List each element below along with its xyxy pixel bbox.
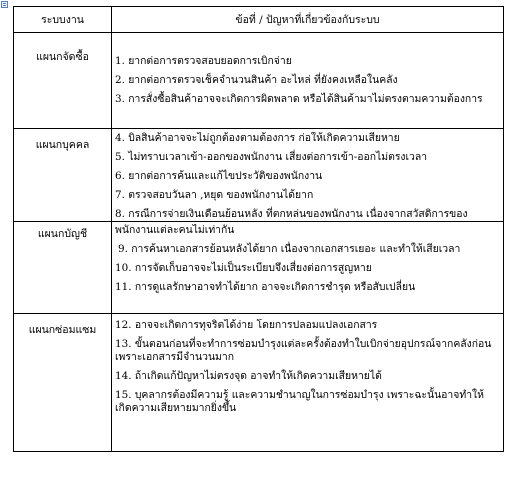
system-name <box>14 129 112 222</box>
issue-item: 13. ขั้นตอนก่อนที่จะทำการซ่อมบำรุงแต่ละครั้งต้องทำใบเบิกจ่ายอุปกรณ์จากคลังก่อน เพราะเอกสารมีจำนวนมาก <box>115 338 492 363</box>
system-label: แผนกซ่อมแซม <box>28 324 97 336</box>
header-issues: ข้อที่ / ปัญหาที่เกี่ยวข้องกับระบบ <box>112 7 504 33</box>
issue-item: 15. บุคลากรต้องมีความรู้ และความชำนาญในการซ่อมบำรุง เพราะฉะนั้นอาจทำให้เกิดความเสียหายมากยิ่งขึ้น <box>115 389 484 414</box>
issue-item: 1. ยากต่อการตรวจสอบยอดการเบิกจ่าย <box>115 55 292 67</box>
issue-item: 9. การค้นหาเอกสารย้อนหลังได้ยาก เนื่องจากเอกสารเยอะ และทำให้เสียเวลา <box>118 243 461 255</box>
issue-item: 14. ถ้าเกิดแก้ปัญหาไม่ตรงจุด อาจทำให้เกิดความเสียหายได้ <box>115 370 382 382</box>
table-row <box>14 129 504 222</box>
table-row <box>14 314 504 452</box>
issue-item: 5. ไม่ทราบเวลาเข้า-ออกของพนักงาน เสี่ยงต่อการเข้า-ออกไม่ตรงเวลา <box>115 151 428 163</box>
issue-item: พนักงานแต่ละคนไม่เท่ากัน <box>115 224 235 236</box>
issue-item: 10. การจัดเก็บอาจจะไม่เป็นระเบียบจึงเสี่ยงต่อการสูญหาย <box>115 262 372 274</box>
table-header-row <box>14 7 504 33</box>
issues-cell <box>112 129 504 222</box>
issue-item: 8. กรณีการจ่ายเงินเดือนย้อนหลัง ที่ตกหล่นของพนักงาน เนื่องจากสวัสดิการของ <box>115 208 468 220</box>
system-name <box>14 222 112 314</box>
issue-item: 4. บิลสินค้าอาจจะไม่ถูกต้องตามต้องการ ก่อให้เกิดความเสียหาย <box>115 132 400 144</box>
table-row <box>14 222 504 314</box>
system-label: แผนกจัดซื้อ <box>36 51 89 63</box>
system-label: แผนกบัญชี <box>37 228 88 240</box>
system-name <box>14 33 112 129</box>
table-row <box>14 33 504 129</box>
issue-item: 2. ยากต่อการตรวจเช็คจำนวนสินค้า อะไหล่ ที่ยังคงเหลือในคลัง <box>115 74 398 86</box>
issues-cell <box>112 33 504 129</box>
issues-cell <box>112 222 504 314</box>
issue-item: 12. อาจจะเกิดการทุจริตได้ง่าย โดยการปลอมแปลงเอกสาร <box>115 319 378 331</box>
header-system: ระบบงาน <box>14 7 112 33</box>
table-move-handle-icon[interactable] <box>1 1 8 8</box>
system-name <box>14 314 112 452</box>
issue-item: 7. ตรวจสอบวันลา ,หยุด ของพนักงานได้ยาก <box>115 189 314 201</box>
issues-cell <box>112 314 504 452</box>
issue-item: 3. การสั่งซื้อสินค้าอาจจะเกิดการผิดพลาด หรือได้สินค้ามาไม่ตรงตามความต้องการ <box>115 93 483 105</box>
issue-item: 11. การดูแลรักษาอาจทำได้ยาก อาจจะเกิดการชำรุด หรือสับเปลี่ยน <box>115 281 416 293</box>
issue-item: 6. ยากต่อการค้นและแก้ไขประวัติของพนักงาน <box>115 170 323 182</box>
issues-table <box>13 6 504 452</box>
system-label: แผนกบุคคล <box>35 139 90 151</box>
